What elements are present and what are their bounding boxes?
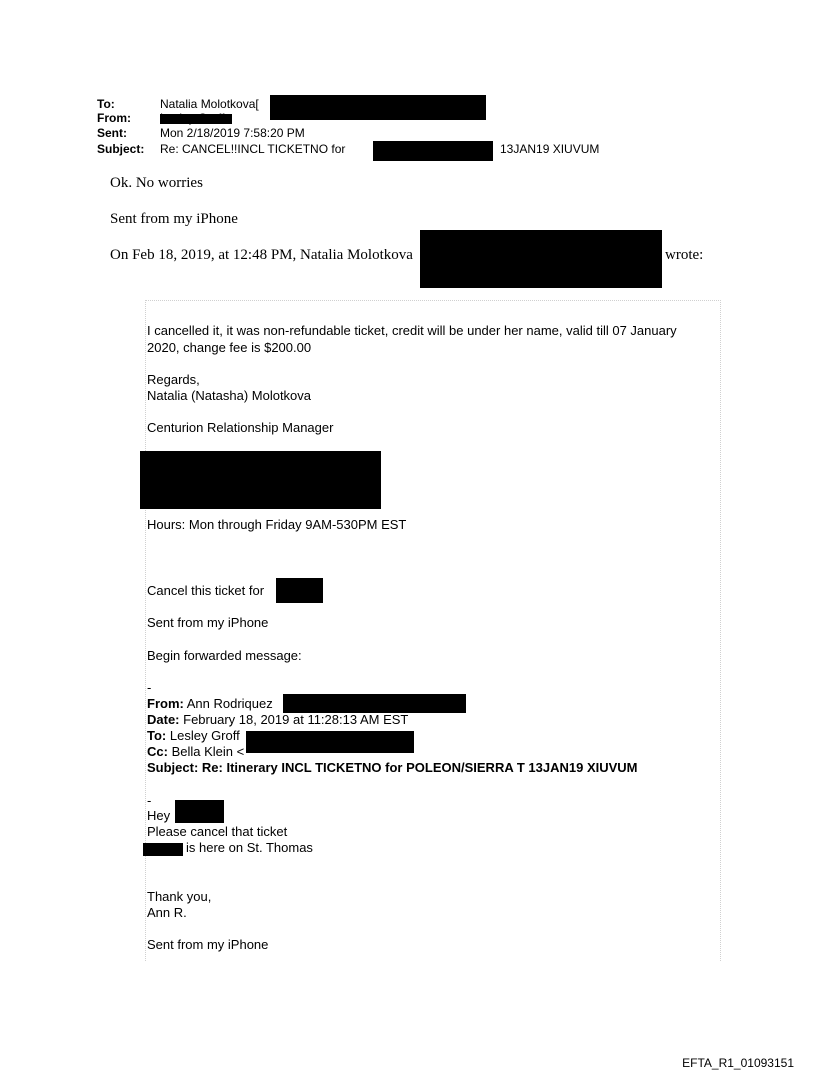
- subject-suffix: 13JAN19 XIUVUM: [500, 142, 600, 156]
- fwd-date-label: Date:: [147, 712, 180, 727]
- to-label: To:: [97, 97, 115, 111]
- redaction-fwd-from-email: [283, 694, 466, 713]
- document-id: EFTA_R1_01093151: [682, 1056, 794, 1070]
- quoted-hey: Hey: [147, 808, 171, 823]
- quoted-please-cancel: Please cancel that ticket: [147, 824, 288, 839]
- subject-label: Subject:: [97, 142, 145, 156]
- sent-value: Mon 2/18/2019 7:58:20 PM: [160, 126, 305, 140]
- fwd-to-label: To:: [147, 728, 167, 743]
- quoted-sent-from-iphone-1: Sent from my iPhone: [147, 615, 269, 630]
- fwd-from-value: Ann Rodriquez: [186, 696, 273, 711]
- sent-label: Sent:: [97, 126, 127, 140]
- quoted-dash-1: -: [147, 680, 152, 695]
- quoted-sent-from-iphone-2: Sent from my iPhone: [147, 937, 269, 952]
- quoted-hours: Hours: Mon through Friday 9AM-530PM EST: [147, 517, 407, 532]
- redaction-is-here-name: [143, 843, 183, 856]
- quoted-cancel-line: Cancel this ticket for: [147, 583, 265, 598]
- quoted-is-here: is here on St. Thomas: [186, 840, 313, 855]
- quoted-signature-title: Centurion Relationship Manager: [147, 420, 334, 435]
- redaction-contact-block: [140, 451, 381, 509]
- redaction-cancel-name: [276, 578, 323, 603]
- fwd-from-label: From:: [147, 696, 184, 711]
- redaction-to-address: [270, 95, 486, 120]
- fwd-subject-label: Subject:: [147, 760, 199, 775]
- from-label: From:: [97, 111, 131, 125]
- fwd-subject-value: Re: Itinerary INCL TICKETNO for POLEON/SIERRA T 13JAN19 XIUVUM: [201, 760, 638, 775]
- redaction-fwd-to-email: [246, 731, 414, 753]
- reply-line-ok: Ok. No worries: [110, 175, 203, 191]
- quoted-thank-you: Thank you,: [147, 889, 212, 904]
- fwd-cc-label: Cc:: [147, 744, 168, 759]
- fwd-to-line: [147, 728, 240, 744]
- quoted-regards: Regards,: [147, 372, 200, 387]
- to-value: Natalia Molotkova[: [160, 97, 259, 111]
- fwd-from-line: [147, 696, 273, 712]
- quoted-begin-forwarded: Begin forwarded message:: [147, 648, 302, 663]
- fwd-cc-line: [147, 744, 244, 760]
- quoted-dash-2: -: [147, 793, 152, 808]
- quoted-signature-name: Natalia (Natasha) Molotkova: [147, 388, 312, 403]
- redaction-sender-email: [420, 230, 662, 288]
- redaction-subject-name: [373, 141, 493, 161]
- reply-sent-from-iphone: Sent from my iPhone: [110, 211, 238, 227]
- quoted-ann-r: Ann R.: [147, 905, 187, 920]
- quoted-p1-line1: I cancelled it, it was non-refundable ticket, credit will be under her name, valid till 07 January: [147, 323, 677, 338]
- reply-wrote: wrote:: [665, 247, 704, 263]
- reply-on-date-wrote: On Feb 18, 2019, at 12:48 PM, Natalia Molotkova: [110, 247, 413, 263]
- redaction-from-name: [160, 114, 232, 124]
- fwd-to-value: Lesley Groff: [169, 728, 240, 743]
- quoted-p1-line2: 2020, change fee is $200.00: [147, 340, 312, 355]
- fwd-date-line: [147, 712, 408, 728]
- fwd-subject-line: [147, 760, 638, 776]
- fwd-date-value: February 18, 2019 at 11:28:13 AM EST: [183, 712, 409, 727]
- subject-prefix: Re: CANCEL!!INCL TICKETNO for: [160, 142, 346, 156]
- redaction-hey-name: [175, 800, 224, 823]
- fwd-cc-value: Bella Klein <: [171, 744, 245, 759]
